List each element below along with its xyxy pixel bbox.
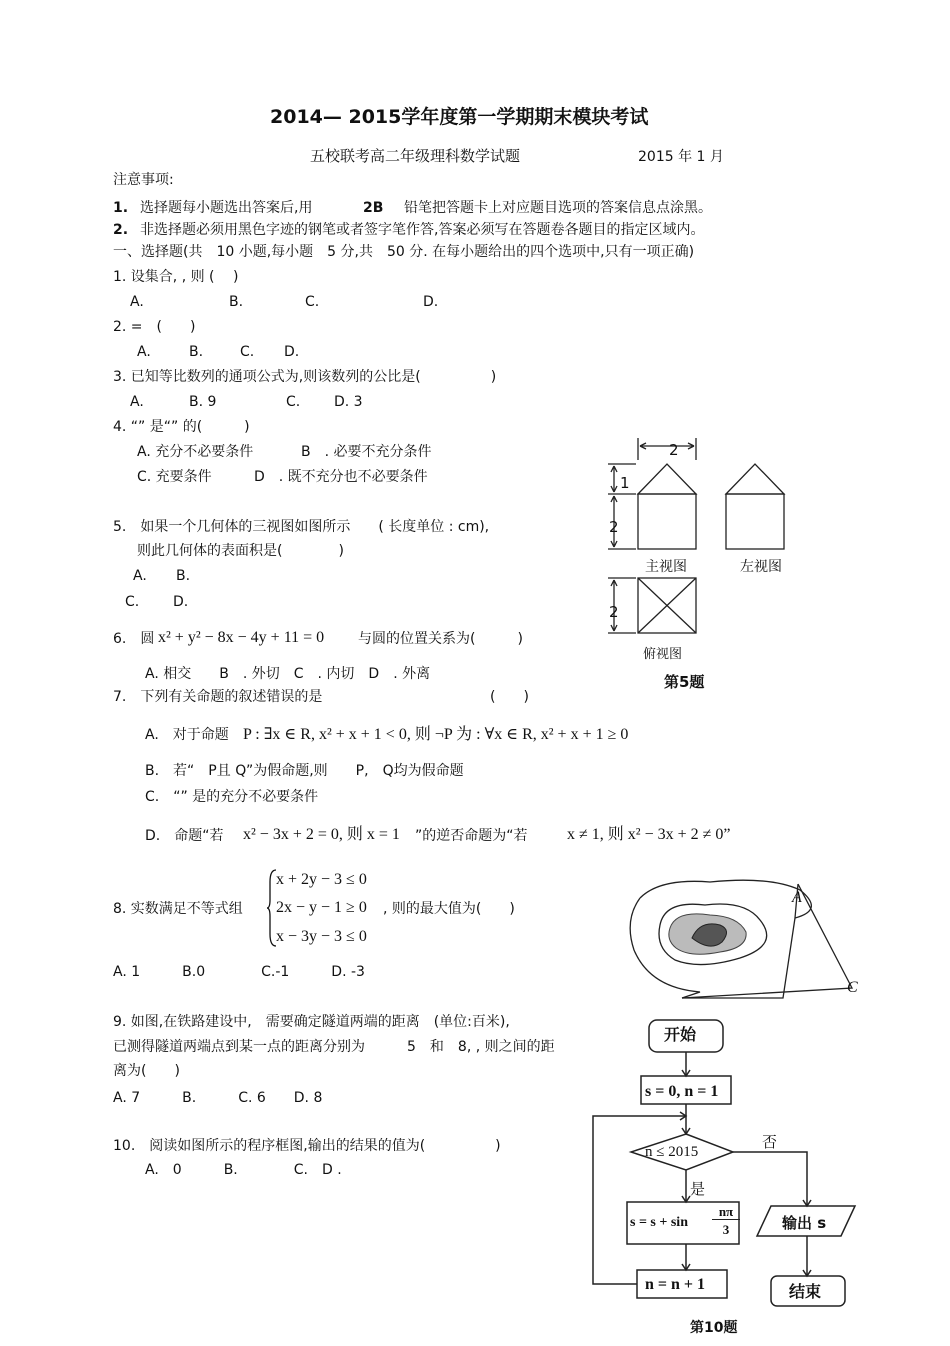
q6-prefix: 6. 圆 <box>113 631 155 647</box>
q1-option-d: D. <box>423 294 439 310</box>
q5-option-c: C. <box>125 594 140 610</box>
q8-stem: 8. 实数满足不等式组 <box>113 901 243 917</box>
q6-circle-equation: x² + y² − 8x − 4y + 11 = 0 <box>158 629 325 646</box>
flow-frac-num: nπ <box>712 1204 740 1220</box>
dim-depth-label: 2 <box>609 603 619 621</box>
top-view-label: 俯视图 <box>643 647 683 662</box>
front-view-label: 主视图 <box>645 559 687 575</box>
q7-option-a-label: A. 对于命题 <box>145 727 229 743</box>
q2-option-d: D. <box>284 344 300 360</box>
q7-option-d-math: x² − 3x + 2 = 0, 则 x = 1 <box>243 826 400 843</box>
flow-body: s = s + sin <box>630 1215 688 1230</box>
flow-frac-den: 3 <box>722 1222 730 1237</box>
q3-option-b: B. 9 <box>189 394 217 410</box>
q1-option-b: B. <box>229 294 244 310</box>
q7-option-d-label: D. 命题“若 <box>145 828 224 844</box>
q7-option-d-mid: ”的逆否命题为“若 <box>415 828 528 844</box>
side-view-label: 左视图 <box>740 559 782 575</box>
flow-end: 结束 <box>789 1282 822 1301</box>
note1-text-c: 铅笔把答题卡上对应题目选项的答案信息点涂黑。 <box>404 200 712 216</box>
q6-suffix: 与圆的位置关系为( ) <box>358 631 523 647</box>
q9-options: A. 7 B. C. 6 D. 8 <box>113 1090 323 1106</box>
q9-stem-2: 已测得隧道两端点到某一点的距离分别为 5 和 8, , 则之间的距 <box>113 1039 555 1055</box>
note2-text: 非选择题必须用黑色字迹的钢笔或者签字笔作答,答案必须写在答题卷各题目的指定区域内。 <box>140 222 705 238</box>
q1-option-c: C. <box>305 294 320 310</box>
q4-option-a: A. 充分不必要条件 <box>137 444 254 460</box>
q5-stem: 5. 如果一个几何体的三视图如图所示 ( 长度单位 : cm), <box>113 519 490 535</box>
q7-option-c: C. “” 是的充分不必要条件 <box>145 789 319 805</box>
q5-option-a: A. <box>133 568 147 584</box>
q6-options: A. 相交 B . 外切 C . 内切 D . 外离 <box>145 666 431 682</box>
flow-yes-label: 是 <box>690 1180 706 1198</box>
q5-option-d: D. <box>173 594 189 610</box>
point-a-label: A <box>792 889 802 906</box>
flow-increment: n = n + 1 <box>645 1276 706 1293</box>
q8-options: A. 1 B.0 C.-1 D. -3 <box>113 964 365 980</box>
page-subtitle: 五校联考高二年级理科数学试题 <box>310 147 521 165</box>
q9-stem-3: 离为( ) <box>113 1063 180 1079</box>
q4-option-b: B . 必要不充分条件 <box>301 444 432 460</box>
flowchart-figure <box>585 1014 875 1314</box>
q7-option-d-math-2: x ≠ 1, 则 x² − 3x + 2 ≠ 0” <box>567 826 731 843</box>
q4-option-d: D . 既不充分也不必要条件 <box>254 469 428 485</box>
q7-option-a-math: P : ∃x ∈ R, x² + x + 1 < 0, 则 ¬P 为 : ∀x ∈ R, x² + x + 1 ≥ 0 <box>243 726 629 743</box>
q3-option-c: C. <box>286 394 301 410</box>
q4-option-c: C. 充要条件 <box>137 469 212 485</box>
notes-heading: 注意事项: <box>113 172 174 188</box>
q7-stem: 7. 下列有关命题的叙述错误的是 <box>113 689 323 705</box>
dim-width-label: 2 <box>669 441 679 459</box>
tunnel-hill-figure <box>620 870 870 1005</box>
q2-stem: 2. = ( ) <box>113 319 196 335</box>
q7-option-b: B. 若“ P且 Q”为假命题,则 P, Q均为假命题 <box>145 763 464 779</box>
point-c-label: C <box>847 979 858 996</box>
q5-stem-2: 则此几何体的表面积是( ) <box>137 543 344 559</box>
q2-option-a: A. <box>137 344 151 360</box>
q9-stem-1: 9. 如图,在铁路建设中, 需要确定隧道两端的距离 (单位:百米), <box>113 1014 510 1030</box>
section-heading: 一、选择题(共 10 小题,每小题 5 分,共 50 分. 在每小题给出的四个选项中,只有一项正确) <box>113 244 695 260</box>
q1-option-a: A. <box>130 294 144 310</box>
q10-options: A. 0 B. C. D . <box>145 1162 342 1178</box>
note2-number: 2. <box>113 222 129 238</box>
note1-number: 1. <box>113 200 129 216</box>
q3-stem: 3. 已知等比数列的通项公式为,则该数列的公比是( ) <box>113 369 497 385</box>
page-title: 2014— 2015学年度第一学期期末模块考试 <box>270 106 649 128</box>
q8-inequality-2: 2x − y − 1 ≥ 0 <box>276 899 367 916</box>
flow-init: s = 0, n = 1 <box>645 1083 719 1100</box>
flow-condition: n ≤ 2015 <box>645 1144 699 1160</box>
q3-option-a: A. <box>130 394 144 410</box>
q4-stem: 4. “” 是“” 的( ) <box>113 419 250 435</box>
q7-paren: ( ) <box>490 689 529 705</box>
q2-option-c: C. <box>240 344 255 360</box>
q5-option-b: B. <box>176 568 191 584</box>
figure-10-caption: 第10题 <box>690 1320 738 1336</box>
exam-date: 2015 年 1 月 <box>638 149 724 165</box>
q3-option-d: D. 3 <box>334 394 363 410</box>
note1-text-a: 选择题每小题选出答案后,用 <box>140 200 313 216</box>
q2-option-b: B. <box>189 344 204 360</box>
dim-wall-label: 2 <box>609 518 619 536</box>
figure-5-caption: 第5题 <box>664 673 705 691</box>
q8-inequality-3: x − 3y − 3 ≤ 0 <box>276 928 367 945</box>
flow-start: 开始 <box>664 1025 697 1044</box>
flow-output: 输出 s <box>782 1214 827 1232</box>
q1-stem: 1. 设集合, , 则 ( ) <box>113 269 239 285</box>
note1-pencil: 2B <box>363 200 384 216</box>
q8-inequality-1: x + 2y − 3 ≤ 0 <box>276 871 367 888</box>
flow-no-label: 否 <box>762 1133 778 1151</box>
q8-suffix: , 则的最大值为( ) <box>383 901 515 917</box>
q10-stem: 10. 阅读如图所示的程序框图,输出的结果的值为( ) <box>113 1138 501 1154</box>
dim-roof-label: 1 <box>620 474 630 492</box>
